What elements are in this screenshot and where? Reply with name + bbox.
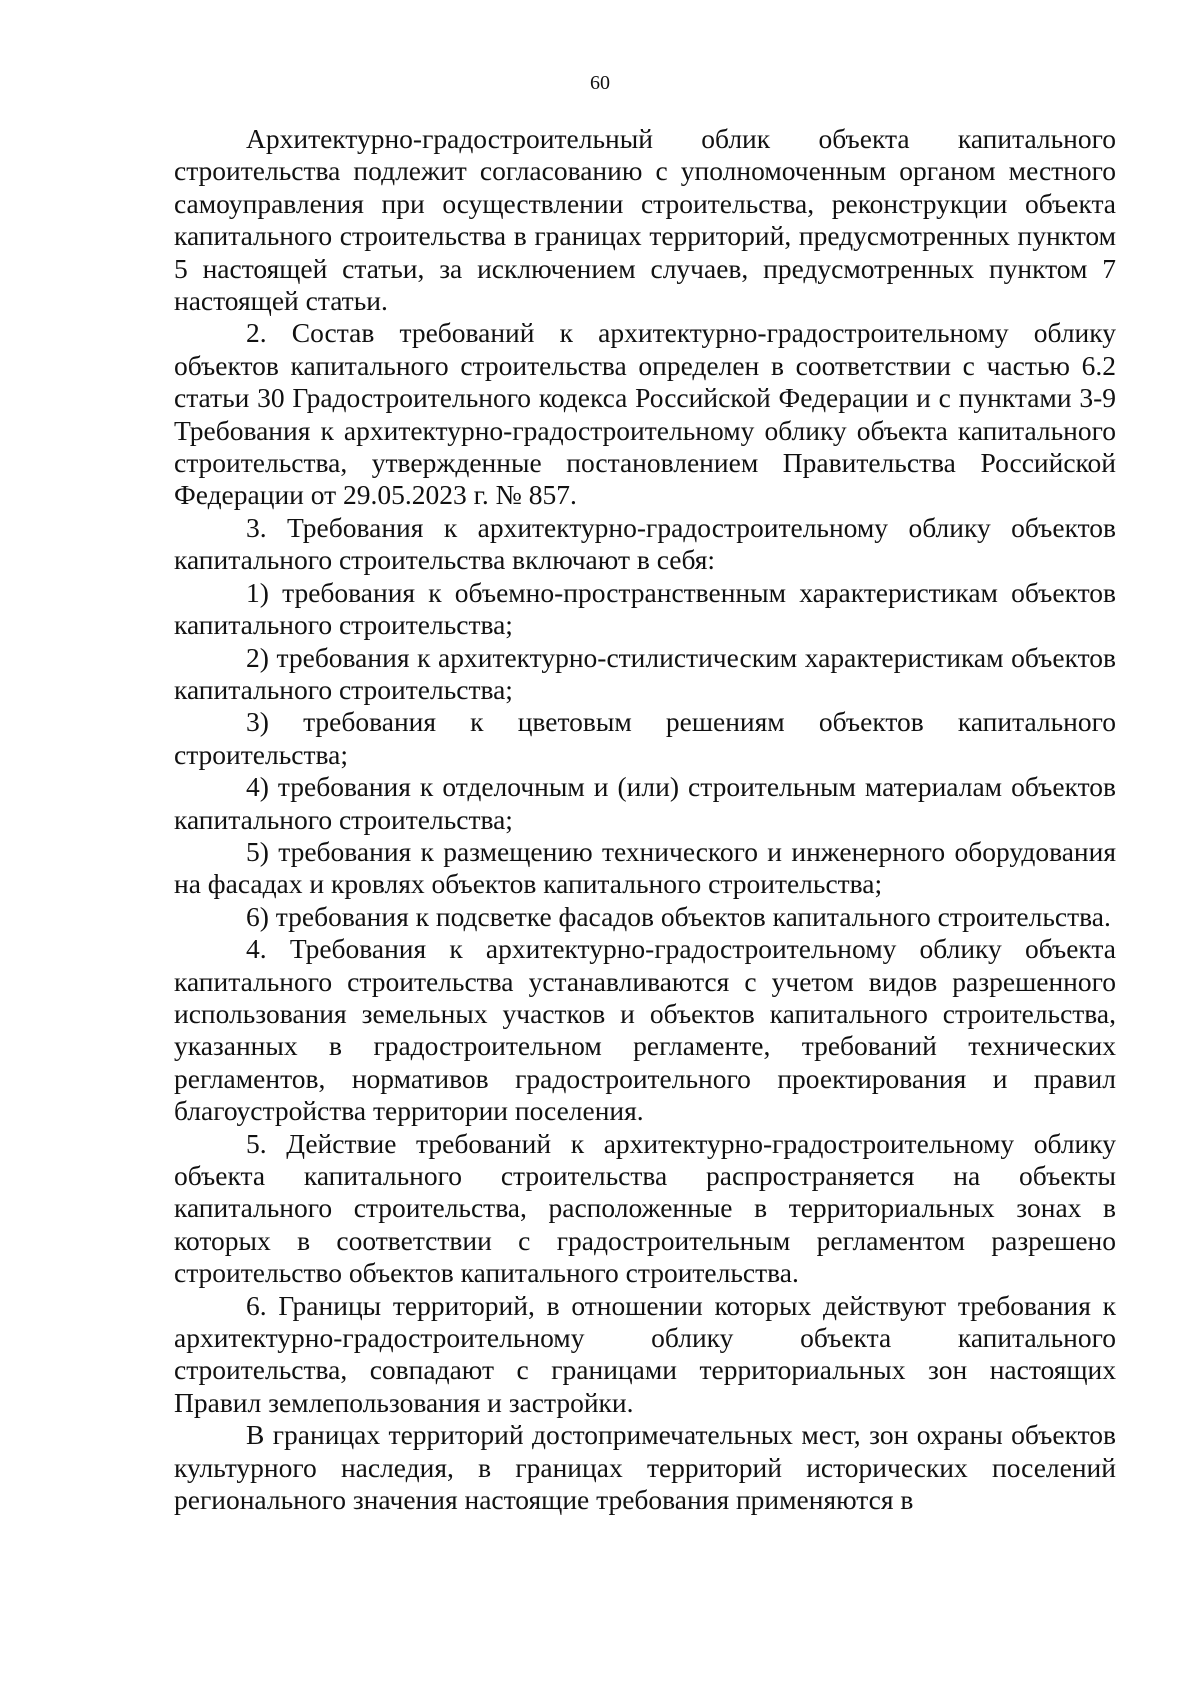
- list-item-3: 3) требования к цветовым решениям объектов капитального строительства;: [174, 706, 1116, 770]
- document-body: [174, 123, 1116, 1516]
- list-item-6: 6) требования к подсветке фасадов объектов капитального строительства.: [246, 900, 1111, 932]
- paragraph-2: 2. Состав требований к архитектурно-градостроительному облику объектов капитального строительства определен в соответствии с частью 6.2 статьи 30 Градостроительного кодекса Российской Федерации и с пунктами 3-9 Требования к архитектурно-градостроительному облику объекта капитального строительства, утвержденные постановлением Правительства Российской Федерации от 29.05.2023 г. № 857.: [174, 317, 1116, 511]
- paragraph-intro: Архитектурно-градостроительный облик объекта капитального строительства подлежит согласованию с уполномоченным органом местного самоуправления при осуществлении строительства, реконструкции объекта капитального строительства в границах территорий, предусмотренных пунктом 5 настоящей статьи, за исключением случаев, предусмотренных пунктом 7 настоящей статьи.: [174, 123, 1116, 317]
- paragraph-3: 3. Требования к архитектурно-градостроительному облику объектов капитального строительства включают в себя:: [174, 511, 1116, 576]
- page-number: 60: [590, 72, 610, 94]
- paragraph-5: 5. Действие требований к архитектурно-градостроительному облику объекта капитального строительства распространяется на объекты капитального строительства, расположенные в территориальных зонах в которых в соответствии с градостроительным регламентом разрешено строительство объектов капитального строительства.: [174, 1127, 1116, 1289]
- list-item-5: 5) требования к размещению технического и инженерного оборудования на фасадах и кровлях объектов капитального строительства;: [174, 835, 1116, 900]
- paragraph-6: 6. Границы территорий, в отношении которых действуют требования к архитектурно-градостроительному облику объекта капитального строительства, совпадают с границами территориальных зон настоящих Правил землепользования и застройки.: [174, 1289, 1116, 1418]
- list-item-2: 2) требования к архитектурно-стилистическим характеристикам объектов капитального строительства;: [174, 641, 1116, 705]
- paragraph-borders: В границах территорий достопримечательных мест, зон охраны объектов культурного наследия, в границах территорий исторических поселений регионального значения настоящие требования применяются в: [174, 1419, 1116, 1516]
- list-item-1: 1) требования к объемно-пространственным характеристикам объектов капитального строительства;: [174, 576, 1116, 641]
- list-item-4: 4) требования к отделочным и (или) строительным материалам объектов капитального строительства;: [174, 771, 1116, 835]
- paragraph-4: 4. Требования к архитектурно-градостроительному облику объекта капитального строительства устанавливаются с учетом видов разрешенного использования земельных участков и объектов капитального строительства, указанных в градостроительном регламенте, требований технических регламентов, нормативов градостроительного проектирования и правил благоустройства территории поселения.: [174, 933, 1116, 1127]
